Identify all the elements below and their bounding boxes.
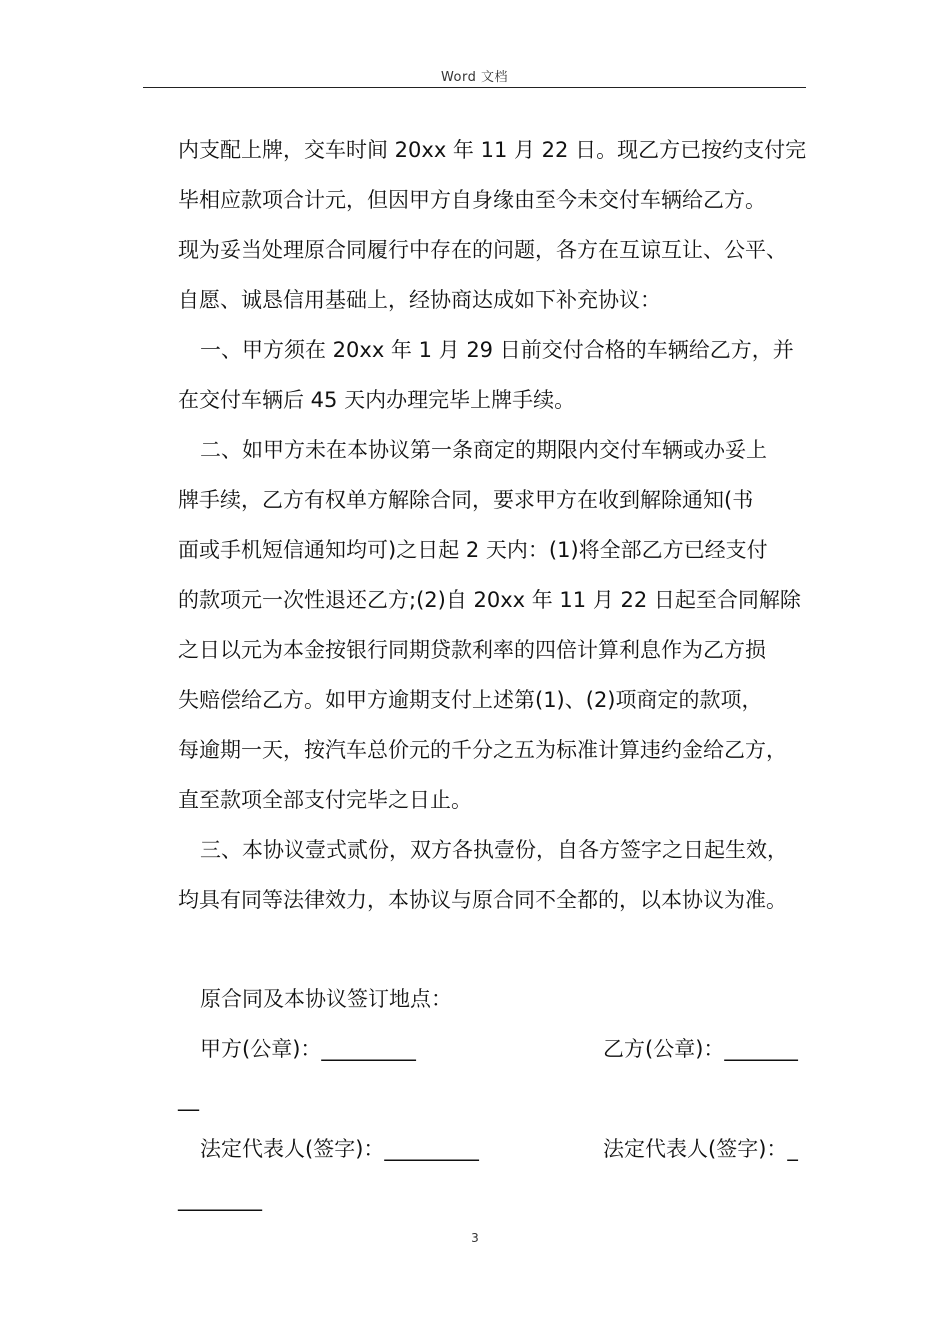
body-line: 面或手机短信通知均可)之日起 2 天内：(1)将全部乙方已经支付 <box>178 538 768 562</box>
body-line: 每逾期一天，按汽车总价元的千分之五为标准计算违约金给乙方， <box>178 738 787 762</box>
body-line: 牌手续，乙方有权单方解除合同，要求甲方在收到解除通知(书 <box>178 488 754 512</box>
header-divider <box>143 87 806 88</box>
party-b-representative-field: 法定代表人(签字)：_ <box>603 1137 798 1161</box>
body-line: 直至款项全部支付完毕之日止。 <box>178 788 472 812</box>
body-line: 毕相应款项合计元，但因甲方自身缘由至今未交付车辆给乙方。 <box>178 188 766 212</box>
clause-one-line: 一、甲方须在 20xx 年 1 月 29 日前交付合格的车辆给乙方，并 <box>200 338 794 362</box>
body-line: 的款项元一次性退还乙方;(2)自 20xx 年 11 月 22 日起至合同解除 <box>178 588 801 612</box>
page-header: Word 文档 <box>440 70 509 85</box>
body-line: 自愿、诚恳信用基础上，经协商达成如下补充协议： <box>178 288 661 312</box>
body-line: 在交付车辆后 45 天内办理完毕上牌手续。 <box>178 388 576 412</box>
clause-two-line: 二、如甲方未在本协议第一条商定的期限内交付车辆或办妥上 <box>200 438 767 462</box>
body-line: 内支配上牌，交车时间 20xx 年 11 月 22 日。现乙方已按约支付完 <box>178 138 807 162</box>
party-a-representative-field: 法定代表人(签字)：_________ <box>200 1137 479 1161</box>
party-b-seal-field: 乙方(公章)：_______ <box>603 1037 798 1061</box>
page-number: 3 <box>471 1231 479 1245</box>
signing-place-label: 原合同及本协议签订地点： <box>200 987 452 1011</box>
clause-three-line: 三、本协议壹式贰份，双方各执壹份，自各方签字之日起生效， <box>200 838 788 862</box>
body-line: 均具有同等法律效力，本协议与原合同不全都的，以本协议为准。 <box>178 888 787 912</box>
party-b-seal-field-continued: __ <box>178 1087 199 1111</box>
body-line: 失赔偿给乙方。如甲方逾期支付上述第(1)、(2)项商定的款项， <box>178 688 763 712</box>
body-line: 现为妥当处理原合同履行中存在的问题，各方在互谅互让、公平、 <box>178 238 787 262</box>
body-line: 之日以元为本金按银行同期贷款利率的四倍计算利息作为乙方损 <box>178 638 766 662</box>
party-b-representative-field-continued: ________ <box>178 1187 262 1211</box>
party-a-seal-field: 甲方(公章)：_________ <box>200 1037 416 1061</box>
